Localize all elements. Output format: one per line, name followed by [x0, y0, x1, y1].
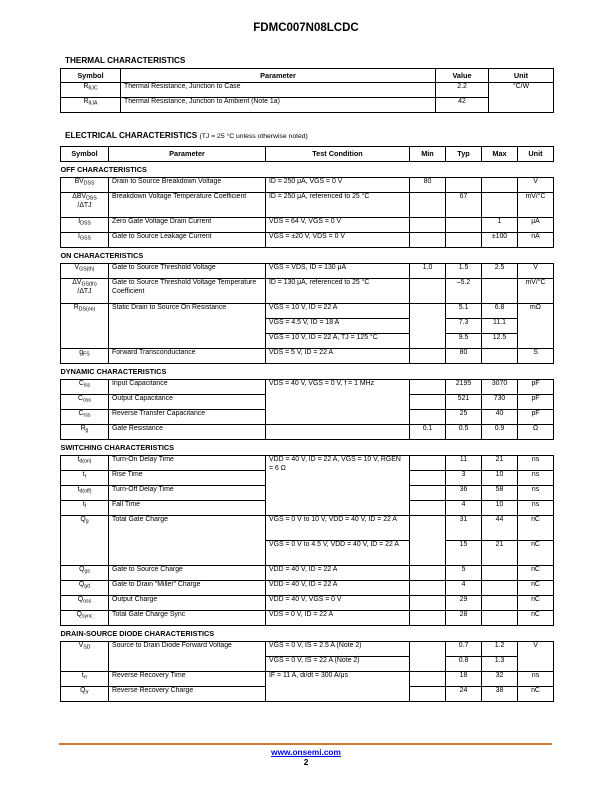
table-row [61, 581, 554, 596]
footer-divider [59, 743, 552, 745]
thermal-header-value: Value [436, 69, 489, 83]
thermal-heading: THERMAL CHARACTERISTICS [65, 56, 186, 65]
electrical-heading-condition: (TJ = 25 °C unless otherwise noted) [199, 133, 308, 140]
symbol-cell: $R_{\theta JA}$ [61, 98, 121, 113]
typ-cell: 11 [446, 456, 482, 471]
footer-website-link[interactable]: www.onsemi.com [271, 747, 341, 757]
page-number: 2 [303, 757, 309, 767]
electrical-heading-title: ELECTRICAL CHARACTERISTICS [65, 131, 198, 140]
condition-cell: VGS = 4.5 V, ID = 18 A [266, 319, 410, 334]
symbol-cell: $R_{\theta JC}$ [61, 83, 121, 98]
header-test-condition: Test Condition [266, 147, 410, 162]
parameter-cell: Drain to Source Breakdown Voltage [109, 178, 266, 193]
typ-cell: 5.1 [446, 304, 482, 319]
max-cell [482, 178, 518, 193]
min-cell [410, 471, 446, 486]
symbol-cell: $Q_{rr}$ [61, 687, 109, 702]
group-heading: SWITCHING CHARACTERISTICS [61, 440, 554, 456]
unit-cell: ns [518, 471, 554, 486]
typ-cell: 80 [446, 349, 482, 364]
max-cell: 3070 [482, 380, 518, 395]
header-typ: Typ [446, 147, 482, 162]
min-cell [410, 596, 446, 611]
parameter-cell: Turn-On Delay Time [109, 456, 266, 471]
unit-cell: mV/°C [518, 193, 554, 218]
parameter-cell: Output Charge [109, 596, 266, 611]
typ-cell: 4 [446, 501, 482, 516]
unit-cell: pF [518, 380, 554, 395]
parameter-cell: Fall Time [109, 501, 266, 516]
symbol-cell: $Q_{gd}$ [61, 581, 109, 596]
typ-cell: 7.3 [446, 319, 482, 334]
max-cell: 1.2 [482, 642, 518, 657]
parameter-cell: Total Gate Charge [109, 516, 266, 566]
max-cell: 44 [482, 516, 518, 541]
condition-cell: VDS = 0 V, ID = 22 A [266, 611, 410, 626]
table-row [61, 596, 554, 611]
max-cell [482, 279, 518, 304]
parameter-cell: Forward Transconductance [109, 349, 266, 364]
unit-cell: μA [518, 218, 554, 233]
table-row [61, 611, 554, 626]
min-cell [410, 581, 446, 596]
min-cell [410, 611, 446, 626]
max-cell [482, 566, 518, 581]
header-min: Min [410, 147, 446, 162]
typ-cell: 24 [446, 687, 482, 702]
parameter-cell: Source to Drain Diode Forward Voltage [109, 642, 266, 672]
condition-cell: ID = 130 μA, referenced to 25 °C [266, 279, 410, 304]
min-cell [410, 486, 446, 501]
max-cell: 10 [482, 471, 518, 486]
max-cell: 2.5 [482, 264, 518, 279]
typ-cell [446, 233, 482, 248]
max-cell [482, 611, 518, 626]
typ-cell [446, 218, 482, 233]
parameter-cell: Turn-Off Delay Time [109, 486, 266, 501]
unit-cell: V [518, 264, 554, 279]
group-heading: DRAIN-SOURCE DIODE CHARACTERISTICS [61, 626, 554, 642]
group-heading: DYNAMIC CHARACTERISTICS [61, 364, 554, 380]
parameter-cell: Thermal Resistance, Junction to Ambient (Note 1a) [121, 98, 436, 113]
thermal-header-parameter: Parameter [121, 69, 436, 83]
thermal-table [60, 68, 554, 113]
max-cell: 1 [482, 218, 518, 233]
min-cell [410, 516, 446, 566]
electrical-heading [65, 131, 308, 140]
symbol-cell: $C_{iss}$ [61, 380, 109, 395]
parameter-cell: Zero Gate Voltage Drain Current [109, 218, 266, 233]
symbol-cell: $I_{GSS}$ [61, 233, 109, 248]
unit-cell: nC [518, 611, 554, 626]
symbol-cell: $Q_g$ [61, 516, 109, 566]
typ-cell: 0.7 [446, 642, 482, 657]
unit-cell: nC [518, 516, 554, 541]
max-cell: 38 [482, 687, 518, 702]
min-cell [410, 395, 446, 410]
thermal-header-unit: Unit [489, 69, 554, 83]
parameter-cell: Breakdown Voltage Temperature Coefficient [109, 193, 266, 218]
max-cell: 11.1 [482, 319, 518, 334]
min-cell [410, 279, 446, 304]
value-cell: 2.2 [436, 83, 489, 98]
unit-cell: nC [518, 541, 554, 566]
parameter-cell: Gate to Source Leakage Current [109, 233, 266, 248]
symbol-cell: $BV_{DSS}$ [61, 178, 109, 193]
header-max: Max [482, 147, 518, 162]
min-cell [410, 672, 446, 687]
unit-cell: nC [518, 687, 554, 702]
parameter-cell: Gate to Source Threshold Voltage Temperature Coefficient [109, 279, 266, 304]
condition-cell: VGS = ±20 V, VDS = 0 V [266, 233, 410, 248]
parameter-cell: Reverse Recovery Time [109, 672, 266, 687]
condition-cell: VGS = 10 V, ID = 22 A, TJ = 125 °C [266, 334, 410, 349]
symbol-cell: $\Delta V_{GS(th)}$ /ΔTJ [61, 279, 109, 304]
typ-cell: 15 [446, 541, 482, 566]
min-cell: 80 [410, 178, 446, 193]
min-cell [410, 193, 446, 218]
parameter-cell: Gate to Source Charge [109, 566, 266, 581]
typ-cell: 4 [446, 581, 482, 596]
group-off [61, 162, 554, 178]
group-diode [61, 626, 554, 642]
typ-cell: 9.5 [446, 334, 482, 349]
condition-cell: VGS = 0 V to 4.5 V, VDD = 40 V, ID = 22 A [266, 541, 410, 566]
max-cell: 21 [482, 541, 518, 566]
max-cell [482, 581, 518, 596]
symbol-cell: $V_{SD}$ [61, 642, 109, 672]
min-cell [410, 380, 446, 395]
min-cell [410, 218, 446, 233]
table-row [61, 193, 554, 218]
table-row [61, 380, 554, 395]
table-row [61, 456, 554, 471]
table-row [61, 516, 554, 541]
parameter-cell: Reverse Transfer Capacitance [109, 410, 266, 425]
max-cell [482, 349, 518, 364]
page-title: FDMC007N08LCDC [253, 22, 359, 34]
table-row [61, 672, 554, 687]
table-row [61, 349, 554, 364]
max-cell [482, 596, 518, 611]
condition-cell: VDD = 40 V, ID = 22 A [266, 566, 410, 581]
max-cell: 730 [482, 395, 518, 410]
max-cell: 12.5 [482, 334, 518, 349]
min-cell [410, 642, 446, 672]
parameter-cell: Output Capacitance [109, 395, 266, 410]
max-cell: 21 [482, 456, 518, 471]
condition-cell: VDD = 40 V, ID = 22 A, VGS = 10 V, RGEN = 6 Ω [266, 456, 410, 516]
header-symbol: Symbol [61, 147, 109, 162]
unit-cell: mΩ [518, 304, 554, 349]
group-dynamic [61, 364, 554, 380]
unit-cell: V [518, 178, 554, 193]
condition-cell: VGS = 10 V, ID = 22 A [266, 304, 410, 319]
max-cell: ±100 [482, 233, 518, 248]
typ-cell: 1.5 [446, 264, 482, 279]
typ-cell: 25 [446, 410, 482, 425]
condition-cell: VDS = 64 V, VGS = 0 V [266, 218, 410, 233]
condition-cell [266, 425, 410, 440]
parameter-cell: Rise Time [109, 471, 266, 486]
min-cell: 0.1 [410, 425, 446, 440]
symbol-cell: $Q_{sync}$ [61, 611, 109, 626]
parameter-cell: Gate to Source Threshold Voltage [109, 264, 266, 279]
max-cell: 10 [482, 501, 518, 516]
typ-cell: –5.2 [446, 279, 482, 304]
symbol-cell: $t_{d(on)}$ [61, 456, 109, 471]
table-row [61, 98, 554, 113]
symbol-cell: $R_g$ [61, 425, 109, 440]
symbol-cell: $C_{rss}$ [61, 410, 109, 425]
table-row [61, 178, 554, 193]
unit-cell: pF [518, 410, 554, 425]
typ-cell: 18 [446, 672, 482, 687]
condition-cell: VDS = 5 V, ID = 22 A [266, 349, 410, 364]
min-cell [410, 233, 446, 248]
value-cell: 42 [436, 98, 489, 113]
max-cell [482, 193, 518, 218]
unit-cell: nA [518, 233, 554, 248]
typ-cell: 67 [446, 193, 482, 218]
unit-cell: S [518, 349, 554, 364]
symbol-cell: $V_{GS(th)}$ [61, 264, 109, 279]
group-heading: OFF CHARACTERISTICS [61, 162, 554, 178]
condition-cell: VGS = 0 V to 10 V, VDD = 40 V, ID = 22 A [266, 516, 410, 541]
min-cell [410, 349, 446, 364]
typ-cell: 0.5 [446, 425, 482, 440]
unit-cell: Ω [518, 425, 554, 440]
table-row [61, 218, 554, 233]
thermal-header-symbol: Symbol [61, 69, 121, 83]
min-cell [410, 501, 446, 516]
min-cell [410, 410, 446, 425]
typ-cell: 2195 [446, 380, 482, 395]
condition-cell: VGS = 0 V, IS = 2.5 A (Note 2) [266, 642, 410, 657]
unit-cell: nC [518, 566, 554, 581]
header-unit: Unit [518, 147, 554, 162]
min-cell: 1.0 [410, 264, 446, 279]
typ-cell: 5 [446, 566, 482, 581]
unit-cell: ns [518, 486, 554, 501]
symbol-cell: $Q_{gs}$ [61, 566, 109, 581]
min-cell [410, 566, 446, 581]
max-cell: 40 [482, 410, 518, 425]
typ-cell: 521 [446, 395, 482, 410]
min-cell [410, 456, 446, 471]
symbol-cell: $t_{d(off)}$ [61, 486, 109, 501]
symbol-cell: $C_{oss}$ [61, 395, 109, 410]
header-parameter: Parameter [109, 147, 266, 162]
symbol-cell: $t_r$ [61, 471, 109, 486]
table-row [61, 83, 554, 98]
unit-cell: ns [518, 672, 554, 687]
symbol-cell: $R_{DS(on)}$ [61, 304, 109, 349]
typ-cell: 36 [446, 486, 482, 501]
typ-cell: 3 [446, 471, 482, 486]
unit-cell: ns [518, 456, 554, 471]
condition-cell: VGS = 0 V, IS = 22 A (Note 2) [266, 657, 410, 672]
max-cell: 1.3 [482, 657, 518, 672]
condition-cell: ID = 250 μA, VGS = 0 V [266, 178, 410, 193]
table-row [61, 642, 554, 657]
unit-cell: pF [518, 395, 554, 410]
table-row [61, 425, 554, 440]
typ-cell [446, 178, 482, 193]
parameter-cell: Thermal Resistance, Junction to Case [121, 83, 436, 98]
symbol-cell: $\Delta BV_{DSS}$ /ΔTJ [61, 193, 109, 218]
group-switching [61, 440, 554, 456]
group-heading: ON CHARACTERISTICS [61, 248, 554, 264]
condition-cell: VDD = 40 V, VGS = 0 V [266, 596, 410, 611]
typ-cell: 0.8 [446, 657, 482, 672]
symbol-cell: $t_{rr}$ [61, 672, 109, 687]
unit-cell: V [518, 642, 554, 672]
unit-cell: °C/W [489, 83, 554, 113]
unit-cell: nC [518, 596, 554, 611]
table-row [61, 264, 554, 279]
parameter-cell: Total Gate Charge Sync [109, 611, 266, 626]
typ-cell: 28 [446, 611, 482, 626]
typ-cell: 31 [446, 516, 482, 541]
condition-cell: VDS = 40 V, VGS = 0 V, f = 1 MHz [266, 380, 410, 425]
max-cell: 58 [482, 486, 518, 501]
condition-cell: ID = 250 μA, referenced to 25 °C [266, 193, 410, 218]
table-row [61, 279, 554, 304]
group-on [61, 248, 554, 264]
min-cell [410, 687, 446, 702]
max-cell: 0.9 [482, 425, 518, 440]
table-row [61, 304, 554, 319]
table-row [61, 233, 554, 248]
unit-cell: mV/°C [518, 279, 554, 304]
condition-cell: VDD = 40 V, ID = 22 A [266, 581, 410, 596]
typ-cell: 29 [446, 596, 482, 611]
symbol-cell: $g_{FS}$ [61, 349, 109, 364]
condition-cell: VGS = VDS, ID = 130 μA [266, 264, 410, 279]
table-row [61, 566, 554, 581]
parameter-cell: Gate Resistance [109, 425, 266, 440]
max-cell: 6.8 [482, 304, 518, 319]
parameter-cell: Input Capacitance [109, 380, 266, 395]
symbol-cell: $Q_{oss}$ [61, 596, 109, 611]
parameter-cell: Static Drain to Source On Resistance [109, 304, 266, 349]
unit-cell: nC [518, 581, 554, 596]
parameter-cell: Gate to Drain “Miller” Charge [109, 581, 266, 596]
parameter-cell: Reverse Recovery Charge [109, 687, 266, 702]
max-cell: 32 [482, 672, 518, 687]
condition-cell: IF = 11 A, di/dt = 300 A/μs [266, 672, 410, 702]
symbol-cell: $I_{DSS}$ [61, 218, 109, 233]
symbol-cell: $t_f$ [61, 501, 109, 516]
min-cell [410, 304, 446, 349]
electrical-table [60, 146, 554, 702]
unit-cell: ns [518, 501, 554, 516]
